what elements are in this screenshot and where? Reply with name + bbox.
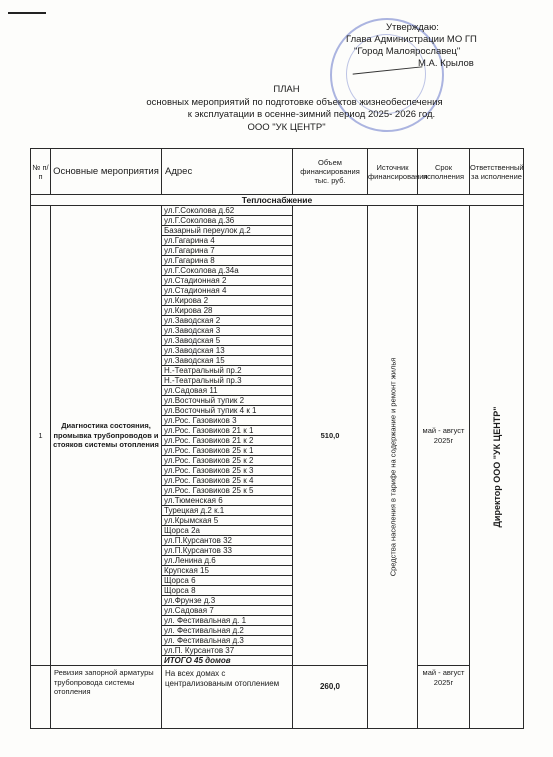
address-cell: ул. Фестивальная д. 1	[162, 616, 293, 626]
header-responsible: Ответственный за исполнение	[470, 149, 524, 195]
address-cell: ул.Фрунзе д.3	[162, 596, 293, 606]
address-cell: ул.Садовая 11	[162, 386, 293, 396]
address-cell: ул. Фестивальная д.2	[162, 626, 293, 636]
row1-activity: Диагностика состояния, промывка трубопроводов и стояков системы отопления	[51, 206, 162, 666]
title-company: ООО "УК ЦЕНТР"	[247, 121, 326, 133]
section-row	[31, 195, 524, 206]
header-deadline: Срок исполнения	[418, 149, 470, 195]
row2-activity: Ревизия запорной арматуры трубопровода системы отопления	[51, 666, 162, 729]
address-cell: ул.Рос. Газовиков 21 к 2	[162, 436, 293, 446]
row1-num: 1	[31, 206, 51, 666]
address-cell: ул.Крымская 5	[162, 516, 293, 526]
address-cell: ул.Гагарина 8	[162, 256, 293, 266]
address-cell: ул.Г.Соколова д.62	[162, 206, 293, 216]
approval-line-organization: "Город Малоярославец"	[354, 46, 461, 57]
responsible-text: Директор ООО "УК ЦЕНТР"	[491, 406, 502, 528]
address-cell: ул.Заводская 5	[162, 336, 293, 346]
address-cell: Щорса 2а	[162, 526, 293, 536]
address-cell: ул. Фестивальная д.3	[162, 636, 293, 646]
address-cell: ул.П. Курсантов 37	[162, 646, 293, 656]
address-cell: ул.П.Курсантов 32	[162, 536, 293, 546]
address-cell: Турецкая д.2 к.1	[162, 506, 293, 516]
address-cell: ул.Рос. Газовиков 25 к 2	[162, 456, 293, 466]
approval-line-name: М.А. Крылов	[418, 58, 474, 69]
approval-block	[300, 22, 530, 70]
address-cell: ул.Кирова 2	[162, 296, 293, 306]
total-houses-cell: ИТОГО 45 домов	[162, 656, 293, 666]
header-activities: Основные мероприятия	[51, 149, 162, 195]
row2-amount: 260,0	[293, 666, 368, 729]
title-description: основных мероприятий по подготовке объектов жизнеобеспечения	[146, 96, 443, 108]
address-cell: ул.Г.Соколова д.36	[162, 216, 293, 226]
address-cell: Н.-Театральный пр.2	[162, 366, 293, 376]
address-cell: ул.Стадионная 4	[162, 286, 293, 296]
funding-source-cell	[368, 206, 418, 729]
address-cell: ул.Рос. Газовиков 25 к 4	[162, 476, 293, 486]
address-cell: ул.Рос. Газовиков 25 к 1	[162, 446, 293, 456]
row2-num	[31, 666, 51, 729]
table-header-row	[31, 149, 524, 195]
row1-amount: 510,0	[293, 206, 368, 666]
address-cell: ул.П.Курсантов 33	[162, 546, 293, 556]
document-title	[0, 84, 553, 134]
header-source: Источник финансирования	[368, 149, 418, 195]
row2-address: На всех домах с централизованым отоплением	[162, 666, 293, 729]
address-cell: ул.Рос. Газовиков 21 к 1	[162, 426, 293, 436]
header-address: Адрес	[162, 149, 293, 195]
table-row	[31, 666, 524, 729]
address-cell: ул.Стадионная 2	[162, 276, 293, 286]
address-cell: ул.Заводская 3	[162, 326, 293, 336]
address-cell: ул.Заводская 2	[162, 316, 293, 326]
address-cell: ул.Гагарина 4	[162, 236, 293, 246]
corner-mark	[8, 12, 46, 14]
header-financing: Объем финансирования тыс. руб.	[293, 149, 368, 195]
address-cell: ул.Восточный тупик 4 к 1	[162, 406, 293, 416]
responsible-cell	[470, 206, 524, 729]
address-cell: Щорса 6	[162, 576, 293, 586]
address-cell: Щорса 8	[162, 586, 293, 596]
funding-source-text: Средства населения в тарифе на содержание и ремонт жилья	[388, 357, 397, 577]
address-cell: Н.-Театральный пр.3	[162, 376, 293, 386]
address-cell: ул.Рос. Газовиков 25 к 5	[162, 486, 293, 496]
title-period: к эксплуатации в осенне-зимний период 2025- 2026 год.	[187, 109, 436, 120]
address-cell: ул.Гагарина 7	[162, 246, 293, 256]
address-cell: Базарный переулок д.2	[162, 226, 293, 236]
approval-line-approve: Утверждаю:	[386, 22, 439, 33]
address-cell: ул.Тюменская 6	[162, 496, 293, 506]
address-cell: ул.Заводская 13	[162, 346, 293, 356]
address-cell: ул.Заводская 15	[162, 356, 293, 366]
approval-line-position: Глава Администрации МО ГП	[346, 34, 477, 45]
address-cell: ул.Восточный тупик 2	[162, 396, 293, 406]
table-row	[31, 206, 524, 216]
address-cell: ул.Ленина д.6	[162, 556, 293, 566]
address-cell: Крупская 15	[162, 566, 293, 576]
address-cell: ул.Г.Соколова д.34а	[162, 266, 293, 276]
title-plan: ПЛАН	[273, 84, 300, 95]
section-heating: Теплоснабжение	[31, 195, 524, 206]
address-cell: ул.Кирова 28	[162, 306, 293, 316]
header-num: № п/п	[31, 149, 51, 195]
row2-deadline: май - август 2025г	[418, 666, 470, 729]
address-cell: ул.Рос. Газовиков 3	[162, 416, 293, 426]
row1-deadline: май - август 2025г	[418, 206, 470, 666]
plan-table	[30, 148, 524, 729]
address-cell: ул.Рос. Газовиков 25 к 3	[162, 466, 293, 476]
address-cell: ул.Садовая 7	[162, 606, 293, 616]
